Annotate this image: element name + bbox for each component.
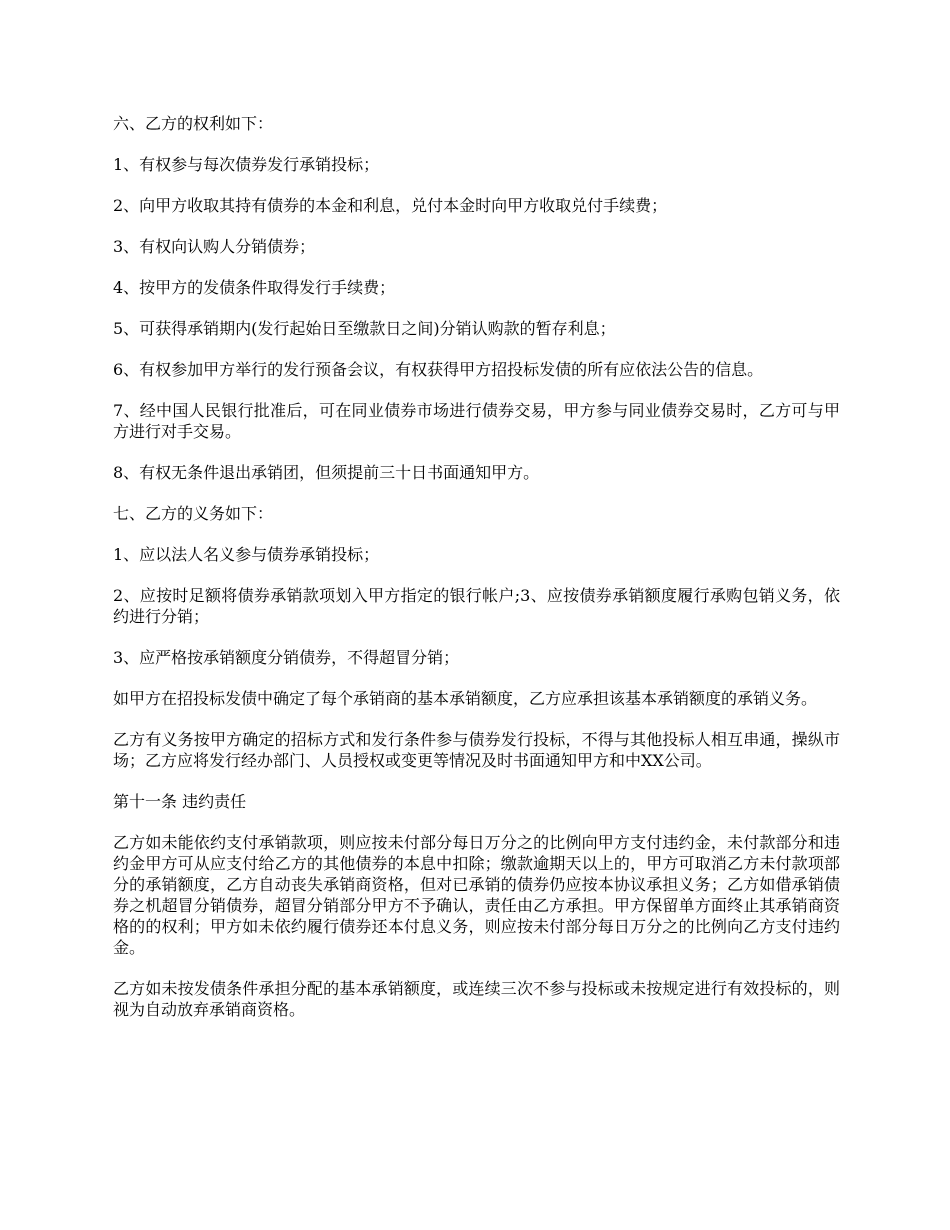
paragraph-right-5: 5、可获得承销期内(发行起始日至缴款日之间)分销认购款的暂存利息； [113, 319, 616, 338]
paragraph-liability-2: 乙方如未按发债条件承担分配的基本承销额度，或连续三次不参与投标或未按规定进行有效投标的，则视为自动放弃承销商资格。 [113, 979, 840, 1019]
paragraph-right-2: 2、向甲方收取其持有债券的本金和利息，兑付本金时向甲方收取兑付手续费； [113, 196, 668, 215]
paragraph-liability-1: 乙方如未能依约支付承销款项，则应按未付部分每日万分之的比例向甲方支付违约金，未付款部分和违约金甲方可从应支付给乙方的其他债券的本息中扣除；缴款逾期天以上的，甲方可取消乙方未付款项部分的承销额度，乙方自动丧失承销商资格，但对已承销的债券仍应按本协议承担义务；乙方如借承销债券之机超冒分销债券，超冒分销部分甲方不予确认，责任由乙方承担。甲方保留单方面终止其承销商资格的的权利；甲方如未依约履行债券还本付息义务，则应按未付部分每日万分之的比例向乙方支付违约金。 [113, 833, 840, 957]
paragraph-obligation-bidding: 乙方有义务按甲方确定的招标方式和发行条件参与债券发行投标，不得与其他投标人相互串通，操纵市场；乙方应将发行经办部门、人员授权或变更等情况及时书面通知甲方和中XX公司。 [113, 730, 840, 770]
section-heading-obligations: 七、乙方的义务如下： [113, 504, 274, 523]
paragraph-right-1: 1、有权参与每次债券发行承销投标； [113, 155, 380, 174]
paragraph-obligation-1: 1、应以法人名义参与债券承销投标； [113, 545, 380, 564]
article-heading-liability: 第十一条 违约责任 [113, 792, 247, 811]
paragraph-right-4: 4、按甲方的发债条件取得发行手续费； [113, 278, 396, 297]
document-body [113, 113, 840, 1040]
section-heading-rights: 六、乙方的权利如下： [113, 114, 274, 133]
paragraph-right-8: 8、有权无条件退出承销团，但须提前三十日书面通知甲方。 [113, 463, 540, 482]
paragraph-obligation-base-quota: 如甲方在招投标发债中确定了每个承销商的基本承销额度，乙方应承担该基本承销额度的承销义务。 [113, 689, 818, 708]
paragraph-right-3: 3、有权向认购人分销债券； [113, 237, 316, 256]
paragraph-right-7: 7、经中国人民银行批准后，可在同业债券市场进行债券交易，甲方参与同业债券交易时，乙方可与甲方进行对手交易。 [113, 401, 840, 441]
paragraph-obligation-2: 2、应按时足额将债券承销款项划入甲方指定的银行帐户;3、应按债券承销额度履行承购包销义务，依约进行分销； [113, 586, 840, 626]
paragraph-right-6: 6、有权参加甲方举行的发行预备会议，有权获得甲方招投标发债的所有应依法公告的信息。 [113, 360, 764, 379]
paragraph-obligation-3: 3、应严格按承销额度分销债券，不得超冒分销； [113, 648, 460, 667]
